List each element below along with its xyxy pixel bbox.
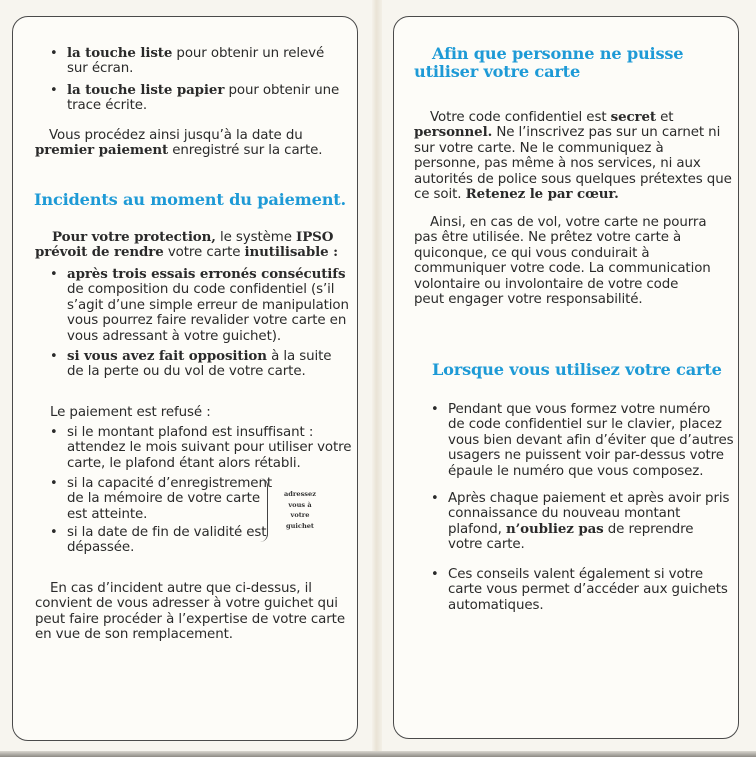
intro-bullet-2: la touche liste papier pour obtenir une trace écrite.: [67, 82, 340, 114]
curly-brace: [259, 478, 268, 542]
usage-heading: Lorsque vous utilisez votre carte: [432, 360, 722, 379]
procedure-paragraph: Vous procédez ainsi jusqu’à la date du premier paiement enregistré sur la carte.: [35, 128, 323, 159]
bullet-icon: [431, 491, 439, 506]
refused-bullet-2: si la capacité d’enregistrement de la mémoire de votre carte est atteinte.: [67, 476, 272, 522]
refused-bullet-3: si la date de fin de validité est dépassée.: [67, 525, 267, 556]
page-bottom-edge: [0, 751, 756, 757]
bullet-icon: [431, 567, 439, 582]
brace-note: adressez vous à votre guichet: [284, 490, 316, 530]
refused-title: Le paiement est refusé :: [50, 405, 211, 420]
page-fold: [372, 0, 382, 751]
incident-bullet-1: après trois essais erronés consécutifs de composition du code confidentiel (s’il s’agit d’une simple erreur de manipulation vous pourrez faire revalider votre carte en vous adressant à votre guichet).: [67, 266, 349, 344]
closing-paragraph: En cas d’incident autre que ci-dessus, il convient de vous adresser à votre guichet qui peut faire procéder à l’expertise de votre carte en vue de son remplacement.: [35, 581, 345, 643]
usage-bullet-1: Pendant que vous formez votre numéro de code confidentiel sur le clavier, placez vous bien devant afin d’éviter que d’autres usagers ne puissent voir par-dessus votre épaule le numéro que vous composez.: [448, 402, 734, 479]
bullet-icon: [50, 349, 58, 364]
usage-bullet-3: Ces conseils valent également si votre carte vous permet d’accéder aux guichets automatiques.: [448, 567, 728, 613]
bullet-icon: [431, 402, 439, 417]
protection-intro: Pour votre protection, le système IPSO prévoit de rendre votre carte inutilisable :: [35, 229, 338, 261]
refused-bullet-1: si le montant plafond est insuffisant : attendez le mois suivant pour utiliser votre carte, le plafond étant alors rétabli.: [67, 425, 352, 471]
bullet-icon: [50, 476, 58, 491]
secret-code-paragraph: Votre code confidentiel est secret et personnel. Ne l’inscrivez pas sur un carnet ni sur votre carte. Ne le communiquez à personne, pas même à nos services, ni aux autorités de police sous quelques prétextes que ce soit. Retenez le par cœur.: [414, 109, 732, 203]
bullet-icon: [50, 525, 58, 540]
usage-bullet-2: Après chaque paiement et après avoir pris connaissance du nouveau montant plafond, n’oubliez pas de reprendre votre carte.: [448, 491, 730, 553]
security-heading: Afin que personne ne puisse utiliser votre carte: [414, 44, 684, 81]
bullet-icon: [50, 83, 58, 98]
bullet-icon: [50, 267, 58, 282]
bullet-icon: [50, 46, 58, 61]
incident-bullet-2: si vous avez fait opposition à la suite de la perte ou du vol de votre carte.: [67, 348, 332, 380]
incidents-heading: Incidents au moment du paiement.: [34, 190, 346, 209]
intro-bullet-1: la touche liste pour obtenir un relevé sur écran.: [67, 45, 325, 77]
bullet-icon: [50, 425, 58, 440]
theft-paragraph: Ainsi, en cas de vol, votre carte ne pourra pas être utilisée. Ne prêtez votre carte à quiconque, ce qui vous conduirait à communiquer votre code. La communication volontaire ou involontaire de votre code peut engager votre responsabilité.: [414, 215, 711, 308]
